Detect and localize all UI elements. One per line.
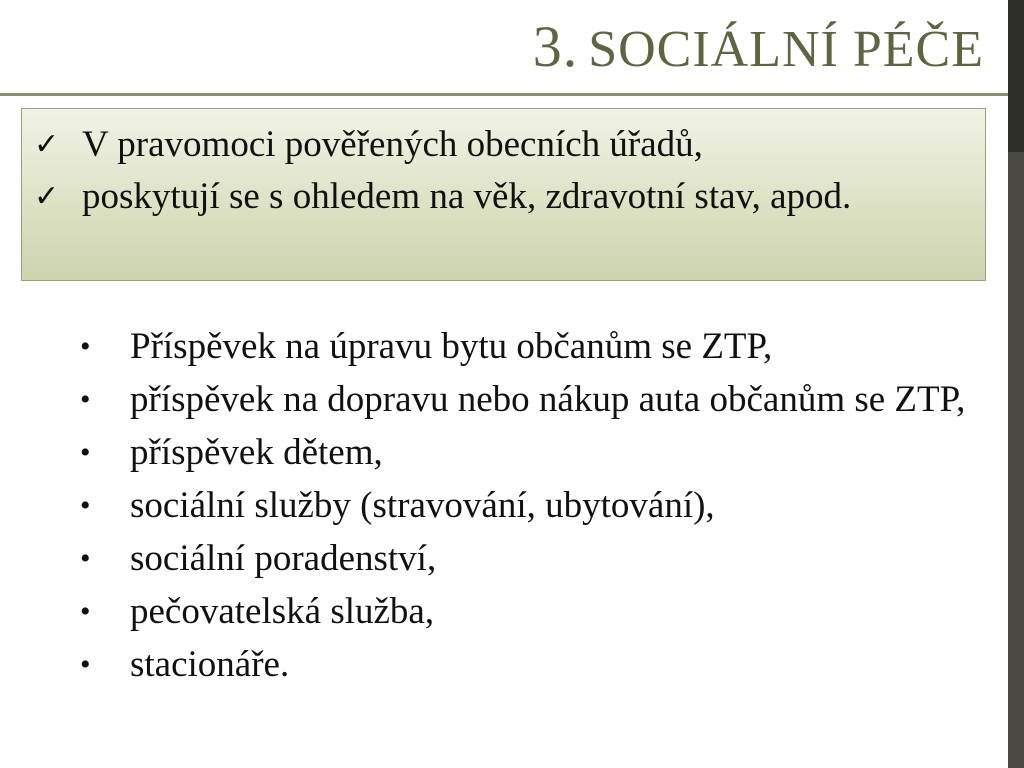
list-item-text: příspěvek dětem,	[130, 432, 383, 473]
list-item	[80, 479, 990, 532]
list-item-text: sociální poradenství,	[130, 538, 437, 579]
bullet-icon: •	[80, 489, 91, 522]
bullet-icon: •	[80, 648, 91, 681]
benefits-list	[80, 320, 990, 691]
check-list-item	[22, 171, 985, 223]
list-item	[80, 532, 990, 585]
list-item-text: sociální služby (stravování, ubytování),	[130, 485, 715, 526]
list-item	[80, 320, 990, 373]
check-icon: ✓	[34, 179, 60, 214]
bullet-icon: •	[80, 436, 91, 469]
slide-title-number: 3.	[532, 14, 579, 79]
title-divider	[0, 93, 1008, 96]
check-list-item	[22, 119, 985, 171]
highlight-box	[21, 108, 986, 281]
list-item-text: pečovatelská služba,	[130, 591, 435, 632]
bullet-icon: •	[80, 330, 91, 363]
list-item	[80, 638, 990, 691]
list-item-text: stacionáře.	[130, 644, 290, 685]
check-list-item-text: poskytují se s ohledem na věk, zdravotní stav, apod.	[82, 176, 852, 217]
list-item-text: příspěvek na dopravu nebo nákup auta občanům se ZTP,	[130, 379, 966, 420]
list-item	[80, 426, 990, 479]
bullet-icon: •	[80, 383, 91, 416]
bullet-icon: •	[80, 595, 91, 628]
check-list	[22, 109, 985, 223]
list-item-text: Příspěvek na úpravu bytu občanům se ZTP,	[130, 326, 773, 367]
check-list-item-text: V pravomoci pověřených obecních úřadů,	[82, 124, 703, 165]
check-icon: ✓	[34, 127, 60, 162]
list-item	[80, 373, 990, 426]
slide-title-text: SOCIÁLNÍ PÉČE	[588, 21, 984, 78]
bullet-icon: •	[80, 542, 91, 575]
side-accent-bar-top	[1008, 0, 1024, 152]
slide-title	[532, 14, 984, 79]
list-item	[80, 585, 990, 638]
